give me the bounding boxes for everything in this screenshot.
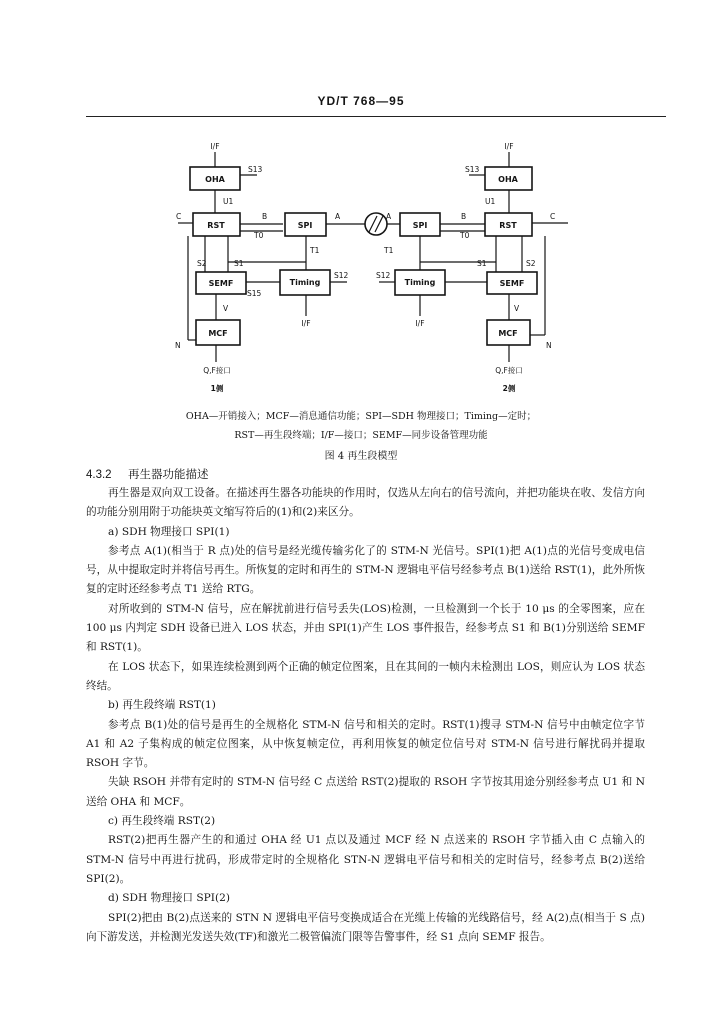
left-b-label: B [262, 212, 268, 221]
right-v-label: V [514, 304, 520, 313]
right-spi-label: SPI [412, 221, 428, 230]
right-if-timing-label: I/F [415, 319, 425, 328]
left-t1-label: T1 [310, 246, 320, 255]
body-text [86, 484, 645, 947]
right-s12-label: S12 [376, 271, 391, 280]
paragraph: RST(2)把再生器产生的和通过 OHA 经 U1 点以及通过 MCF 经 N 点送来的 RSOH 字节插入由 C 点输入的 STM-N 信号中再进行扰码，形成带定时的全规格化 STN-N 逻辑电平信号和相关的定时信号，经参考点 B(2)送给 SPI(2)。 [86, 834, 645, 885]
right-if-top-label: I/F [504, 142, 514, 151]
right-oha-label: OHA [498, 175, 518, 184]
right-semf-label: SEMF [499, 279, 525, 288]
paragraph: 对所收到的 STM-N 信号，应在解扰前进行信号丢失(LOS)检测，一旦检测到一个长于 10 μs 的全零图案，应在 100 μs 内判定 SDH 设备已进入 LOS 状态，并由 SPI(1)产生 LOS 事件报告，经参考点 S1 和 B(1)分别送给 SEMF 和 RST(1)。 [86, 602, 645, 654]
left-s15-label: S15 [247, 289, 262, 298]
left-n-label: N [175, 341, 181, 350]
paragraph: 参考点 B(1)处的信号是再生的全规格化 STM-N 信号和相关的定时。RST(1)搜寻 STM-N 信号中由帧定位字节 A1 和 A2 子集构成的帧定位图案，从中恢复帧定位，再利用恢复的帧定位信号对 STM-N 信号进行解扰码并提取 RSOH 字节。 [86, 718, 645, 770]
left-mcf-label: MCF [208, 329, 228, 338]
section-title: 再生器功能描述 [128, 467, 209, 481]
left-a-label: A [335, 212, 341, 221]
left-c-label: C [176, 212, 182, 221]
right-t1-label: T1 [384, 246, 394, 255]
paragraph: SPI(2)把由 B(2)点送来的 STN N 逻辑电平信号变换成适合在光缆上传输的光线路信号，经 A(2)点(相当于 S 点)向下游发送，并检测光发送失效(TF)和激光二极管偏流门限等告警事件，经 S1 点向 SEMF 报告。 [86, 911, 645, 943]
regenerator-section-diagram [0, 0, 722, 410]
right-s1-label: S1 [477, 259, 487, 268]
left-spi-label: SPI [297, 221, 313, 230]
page-header: YD/T 768—95 [317, 94, 405, 108]
right-rst-label: RST [499, 221, 517, 230]
right-t0-label: T0 [460, 231, 470, 240]
left-rst-label: RST [207, 221, 225, 230]
figure-caption: 图 4 再生段模型 [324, 451, 398, 462]
subheading-spi1: a) SDH 物理接口 SPI(1) [108, 525, 230, 538]
right-u1-label: U1 [485, 197, 496, 206]
subheading-rst1: b) 再生段终端 RST(1) [108, 699, 216, 712]
right-n-label: N [546, 341, 552, 350]
left-s13-label: S13 [248, 165, 263, 174]
right-connections [379, 152, 568, 362]
left-s2-label: S2 [197, 259, 207, 268]
left-t0-label: T0 [254, 231, 264, 240]
right-b-label: B [461, 212, 467, 221]
paragraph: 参考点 A(1)(相当于 R 点)处的信号是经光缆传输劣化了的 STM-N 光信号。SPI(1)把 A(1)点的光信号变成电信号，从中提取定时并将信号再生。所恢复的定时和再生的 STM-N 逻辑电平信号经参考点 B(1)送给 RST(1)，此外所恢复的定时还经参考点 T1 送给 RTG。 [86, 544, 645, 596]
left-s12-label: S12 [334, 271, 349, 280]
left-if-timing-label: I/F [301, 319, 311, 328]
right-qf-label: Q,F接口 [495, 366, 523, 375]
left-timing-label: Timing [289, 278, 321, 287]
subheading-spi2: d) SDH 物理接口 SPI(2) [108, 892, 230, 905]
section-number: 4.3.2 [86, 469, 112, 481]
left-oha-label: OHA [205, 175, 225, 184]
left-if-top-label: I/F [210, 142, 220, 151]
subheading-rst2: c) 再生段终端 RST(2) [108, 815, 216, 828]
left-s1-label: S1 [234, 259, 244, 268]
legend-line-2: RST—再生段终端；I/F—接口；SEMF—同步设备管理功能 [234, 430, 488, 441]
left-v-label: V [223, 304, 229, 313]
right-mcf-label: MCF [498, 329, 518, 338]
legend-line-1: OHA—开销接入；MCF—消息通信功能；SPI—SDH 物理接口；Timing—定时； [185, 411, 537, 422]
left-u1-label: U1 [223, 197, 234, 206]
fiber-link-icon [365, 213, 387, 235]
paragraph: 失缺 RSOH 并带有定时的 STM-N 信号经 C 点送给 RST(2)提取的 RSOH 字节按其用途分别经参考点 U1 和 N 送给 OHA 和 MCF。 [86, 776, 645, 808]
right-s13-label: S13 [465, 165, 480, 174]
right-c-label: C [550, 212, 556, 221]
left-semf-label: SEMF [208, 279, 234, 288]
right-s2-label: S2 [526, 259, 536, 268]
left-qf-label: Q,F接口 [203, 366, 231, 375]
right-timing-label: Timing [404, 278, 436, 287]
right-a-label: A [386, 212, 392, 221]
section-heading [86, 466, 209, 482]
left-side-label: 1侧 [210, 384, 224, 393]
right-side-label: 2侧 [502, 384, 516, 393]
paragraph: 在 LOS 状态下，如果连续检测到两个正确的帧定位图案，且在其间的一帧内未检测出 LOS，则应认为 LOS 状态终结。 [86, 660, 645, 692]
paragraph: 再生器是双向双工设备。在描述再生器各功能块的作用时，仅选从左向右的信号流向，并把功能块在收、发信方向的功能分别用附于功能块英文缩写符后的(1)和(2)来区分。 [86, 487, 645, 519]
optical-link [352, 213, 400, 235]
